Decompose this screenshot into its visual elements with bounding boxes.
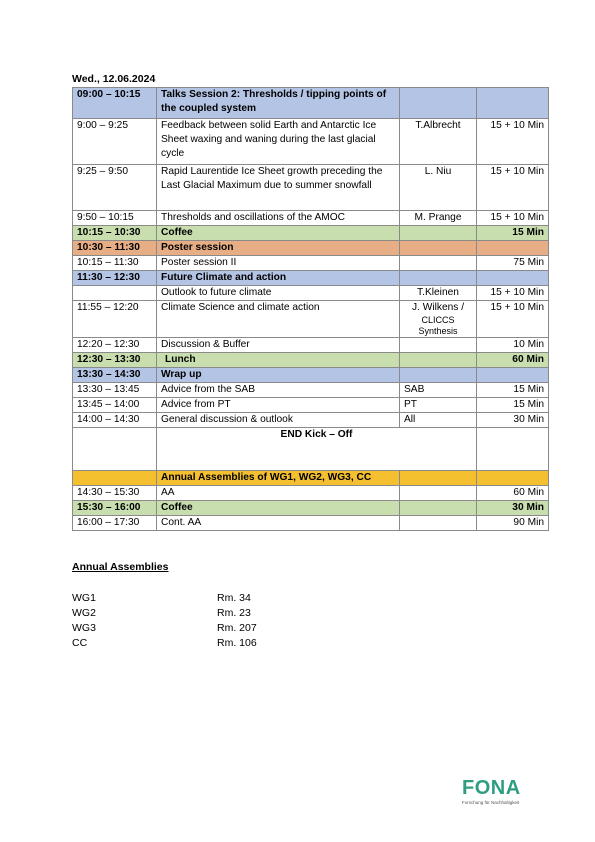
title-cell: Feedback between solid Earth and Antarctic Ice Sheet waxing and waning during the last glacial cycle	[157, 119, 400, 165]
speaker-name: J. Wilkens /	[411, 302, 465, 313]
logo-tagline: Forschung für Nachhaltigkeit	[462, 800, 520, 805]
time-cell: 12:30 – 13:30	[73, 353, 157, 368]
room-name: Rm. 106	[217, 637, 257, 649]
title-cell: Coffee	[157, 501, 400, 516]
time-cell: 09:00 – 10:15	[73, 88, 157, 119]
title-cell: Outlook to future climate	[157, 286, 400, 301]
group-name: WG1	[72, 592, 96, 604]
time-cell: 14:30 – 15:30	[73, 486, 157, 501]
annual-assemblies-room-list	[72, 591, 257, 651]
time-cell: 11:30 – 12:30	[73, 271, 157, 286]
speaker-cell	[400, 256, 477, 271]
title-cell: Poster session II	[157, 256, 400, 271]
speaker-cell	[400, 368, 477, 383]
speaker-cell: M. Prange	[400, 211, 477, 226]
logo-wordmark: FONA	[462, 777, 521, 799]
list-item	[72, 621, 257, 636]
title-cell: Cont. AA	[157, 516, 400, 531]
duration-cell: 60 Min	[477, 486, 549, 501]
duration-cell	[477, 368, 549, 383]
speaker-cell	[400, 471, 477, 486]
fona-logo	[462, 778, 521, 805]
duration-cell: 15 + 10 Min	[477, 119, 549, 165]
table-row	[73, 486, 549, 501]
time-cell: 13:30 – 14:30	[73, 368, 157, 383]
duration-cell	[477, 471, 549, 486]
time-cell: 9:50 – 10:15	[73, 211, 157, 226]
title-cell: Wrap up	[157, 368, 400, 383]
title-cell: Climate Science and climate action	[157, 301, 400, 338]
table-row	[73, 471, 549, 486]
group-name: WG2	[72, 607, 96, 619]
title-cell: Future Climate and action	[157, 271, 400, 286]
title-cell: Annual Assemblies of WG1, WG2, WG3, CC	[157, 471, 400, 486]
time-cell: 10:30 – 11:30	[73, 241, 157, 256]
speaker-cell: All	[400, 413, 477, 428]
room-name: Rm. 207	[217, 622, 257, 634]
time-cell: 11:55 – 12:20	[73, 301, 157, 338]
time-cell: 13:45 – 14:00	[73, 398, 157, 413]
speaker-cell	[400, 353, 477, 368]
time-cell: 9:25 – 9:50	[73, 165, 157, 211]
duration-cell	[477, 241, 549, 256]
speaker-cell	[400, 501, 477, 516]
table-row	[73, 286, 549, 301]
table-row	[73, 368, 549, 383]
title-cell: AA	[157, 486, 400, 501]
schedule-table	[72, 87, 549, 531]
duration-cell	[477, 428, 549, 471]
speaker-cell	[400, 241, 477, 256]
table-row	[73, 256, 549, 271]
table-row	[73, 398, 549, 413]
title-cell: Talks Session 2: Thresholds / tipping points of the coupled system	[157, 88, 400, 119]
table-row	[73, 383, 549, 398]
title-cell: Poster session	[157, 241, 400, 256]
speaker-cell: PT	[400, 398, 477, 413]
title-cell: Lunch	[157, 353, 400, 368]
table-row	[73, 338, 549, 353]
duration-cell: 30 Min	[477, 501, 549, 516]
table-row	[73, 501, 549, 516]
time-cell	[73, 471, 157, 486]
speaker-cell: L. Niu	[400, 165, 477, 211]
speaker-cell	[400, 271, 477, 286]
speaker-cell	[400, 301, 477, 338]
table-row	[73, 226, 549, 241]
group-name: WG3	[72, 622, 96, 634]
title-cell: Thresholds and oscillations of the AMOC	[157, 211, 400, 226]
duration-cell: 15 + 10 Min	[477, 286, 549, 301]
title-cell: Advice from the SAB	[157, 383, 400, 398]
table-row	[73, 119, 549, 165]
list-item	[72, 591, 257, 606]
schedule-date: Wed., 12.06.2024	[72, 73, 156, 85]
speaker-cell	[400, 486, 477, 501]
speaker-cell: T.Kleinen	[400, 286, 477, 301]
title-cell: Rapid Laurentide Ice Sheet growth preceding the Last Glacial Maximum due to summer snowfall	[157, 165, 400, 211]
table-row	[73, 516, 549, 531]
speaker-affiliation: CLICCS Synthesis	[418, 315, 458, 336]
time-cell: 15:30 – 16:00	[73, 501, 157, 516]
table-row	[73, 165, 549, 211]
table-row	[73, 241, 549, 256]
duration-cell: 30 Min	[477, 413, 549, 428]
list-item	[72, 606, 257, 621]
duration-cell: 15 Min	[477, 383, 549, 398]
table-row	[73, 271, 549, 286]
table-row	[73, 413, 549, 428]
duration-cell: 15 + 10 Min	[477, 165, 549, 211]
time-cell: 9:00 – 9:25	[73, 119, 157, 165]
time-cell: 12:20 – 12:30	[73, 338, 157, 353]
duration-cell: 15 + 10 Min	[477, 301, 549, 338]
title-cell: Coffee	[157, 226, 400, 241]
duration-cell	[477, 271, 549, 286]
title-cell: General discussion & outlook	[157, 413, 400, 428]
room-name: Rm. 23	[217, 607, 251, 619]
end-kickoff-label: END Kick – Off	[157, 428, 477, 471]
table-row	[73, 301, 549, 338]
time-cell: 10:15 – 11:30	[73, 256, 157, 271]
speaker-cell	[400, 226, 477, 241]
time-cell: 14:00 – 14:30	[73, 413, 157, 428]
speaker-cell: T.Albrecht	[400, 119, 477, 165]
duration-cell: 90 Min	[477, 516, 549, 531]
time-cell	[73, 286, 157, 301]
speaker-cell	[400, 88, 477, 119]
time-cell: 16:00 – 17:30	[73, 516, 157, 531]
duration-cell: 60 Min	[477, 353, 549, 368]
group-name: CC	[72, 637, 88, 649]
annual-assemblies-heading: Annual Assemblies	[72, 561, 169, 573]
time-cell	[73, 428, 157, 471]
time-cell: 13:30 – 13:45	[73, 383, 157, 398]
duration-cell: 15 + 10 Min	[477, 211, 549, 226]
title-cell: Discussion & Buffer	[157, 338, 400, 353]
speaker-cell: SAB	[400, 383, 477, 398]
duration-cell	[477, 88, 549, 119]
table-row	[73, 211, 549, 226]
room-name: Rm. 34	[217, 592, 251, 604]
duration-cell: 10 Min	[477, 338, 549, 353]
duration-cell: 15 Min	[477, 398, 549, 413]
title-cell: Advice from PT	[157, 398, 400, 413]
duration-cell: 15 Min	[477, 226, 549, 241]
speaker-cell	[400, 516, 477, 531]
table-row	[73, 88, 549, 119]
time-cell: 10:15 – 10:30	[73, 226, 157, 241]
list-item	[72, 636, 257, 651]
speaker-cell	[400, 338, 477, 353]
duration-cell: 75 Min	[477, 256, 549, 271]
table-row	[73, 353, 549, 368]
table-row	[73, 428, 549, 471]
